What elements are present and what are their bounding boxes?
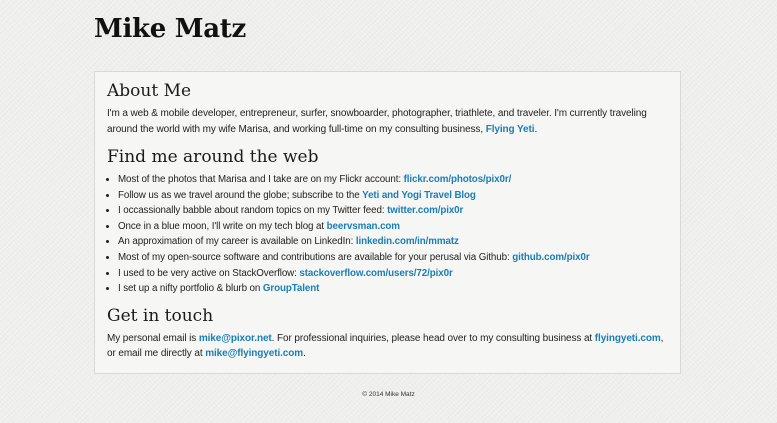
touch-text-part: , or email me directly at [107, 332, 664, 360]
tech-blog-link[interactable]: beervsman.com [326, 220, 400, 232]
flying-yeti-link[interactable]: Flying Yeti [485, 123, 535, 135]
touch-text-part: . For professional inquiries, please head over to my consulting business at [271, 332, 595, 344]
find-heading: Find me around the web [107, 147, 319, 167]
personal-email-link[interactable]: mike@pixor.net [198, 332, 272, 344]
list-item-text: An approximation of my career is available on LinkedIn: [118, 236, 356, 248]
github-link[interactable]: github.com/pix0r [512, 251, 590, 263]
list-item-text: I set up a nifty portfolio & blurb on [118, 283, 263, 295]
stackoverflow-link[interactable]: stackoverflow.com/users/72/pix0r [299, 267, 453, 279]
list-item-text: I occassionally babble about random topics on my Twitter feed: [118, 205, 388, 217]
twitter-link[interactable]: twitter.com/pix0r [387, 205, 464, 217]
list-item-tech-blog [118, 219, 668, 235]
list-item-text: Once in a blue moon, I'll write on my tech blog at [118, 220, 327, 232]
list-item-text: I used to be very active on StackOverflow: [118, 267, 300, 279]
about-text-end: . [534, 123, 538, 135]
work-email-link[interactable]: mike@flyingyeti.com [205, 348, 304, 360]
grouptalent-link[interactable]: GroupTalent [262, 283, 320, 295]
about-heading: About Me [107, 81, 192, 101]
list-item-twitter [118, 203, 668, 219]
consulting-site-link[interactable]: flyingyeti.com [594, 332, 661, 344]
list-item-stackoverflow [118, 266, 668, 282]
list-item-grouptalent [118, 281, 668, 297]
list-item-flickr [118, 172, 668, 188]
touch-text-part: My personal email is [107, 332, 199, 344]
travel-blog-link[interactable]: Yeti and Yogi Travel Blog [362, 189, 476, 201]
about-text [107, 106, 668, 137]
list-item-text: Most of my open-source software and contributions are available for your perusal via Github: [118, 251, 513, 263]
list-item-linkedin [118, 234, 668, 250]
touch-text-end: . [303, 348, 306, 360]
linkedin-link[interactable]: linkedin.com/in/mmatz [355, 236, 459, 248]
site-title: Mike Matz [94, 14, 246, 44]
flickr-link[interactable]: flickr.com/photos/pix0r/ [403, 174, 512, 185]
touch-heading: Get in touch [107, 305, 214, 326]
list-item-text: Most of the photos that Marisa and I take are on my Flickr account: [118, 174, 404, 185]
touch-text [107, 331, 668, 362]
list-item-github [118, 250, 668, 266]
links-list [107, 172, 668, 297]
about-text-part: I'm a web & mobile developer, entrepreneur, surfer, snowboarder, photographer, triathlete, and traveler. I'm currently traveling around the world with my wife Marisa, and working full-time on my consulting business, [107, 108, 647, 135]
list-item-text: Follow us as we travel around the globe; subscribe to the [118, 189, 363, 201]
content-panel [94, 71, 681, 374]
footer-copyright: © 2014 Mike Matz [362, 391, 415, 398]
list-item-travel-blog [118, 188, 668, 204]
